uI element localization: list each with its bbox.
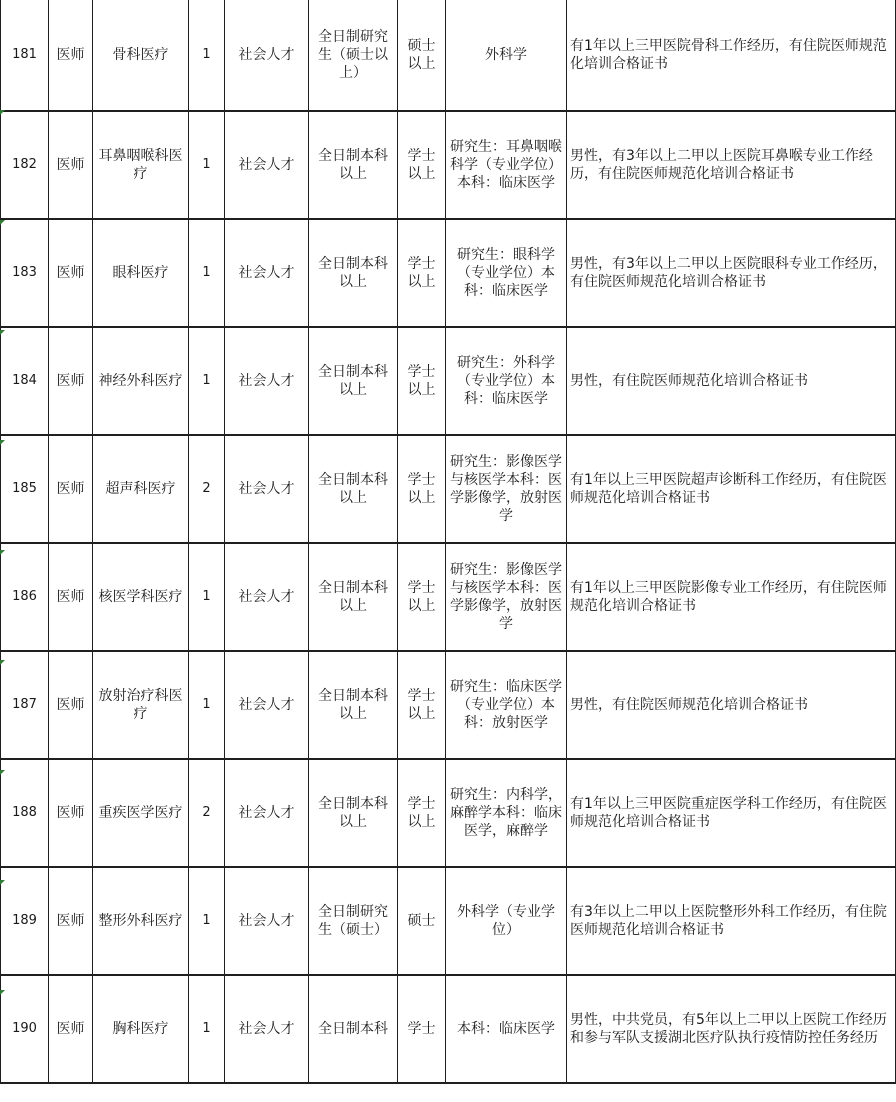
candidate-source: 社会人才 bbox=[225, 0, 309, 111]
hire-count: 1 bbox=[189, 111, 225, 219]
position-type: 医师 bbox=[49, 975, 93, 1083]
position-number: 185 bbox=[1, 435, 49, 543]
major: 研究生：内科学，麻醉学本科：临床医学，麻醉学 bbox=[446, 759, 567, 867]
position-type: 医师 bbox=[49, 435, 93, 543]
candidate-source: 社会人才 bbox=[225, 219, 309, 327]
hire-count: 1 bbox=[189, 0, 225, 111]
degree: 硕士以上 bbox=[398, 0, 446, 111]
education: 全日制研究生（硕士） bbox=[309, 867, 398, 975]
hire-count: 1 bbox=[189, 327, 225, 435]
education: 全日制本科以上 bbox=[309, 111, 398, 219]
position-type: 医师 bbox=[49, 327, 93, 435]
hire-count: 2 bbox=[189, 435, 225, 543]
row-corner-marker bbox=[0, 220, 5, 225]
education: 全日制本科以上 bbox=[309, 543, 398, 651]
table-row bbox=[1, 219, 896, 327]
position-number: 189 bbox=[1, 867, 49, 975]
department: 放射治疗科医疗 bbox=[93, 651, 189, 759]
hire-count: 1 bbox=[189, 219, 225, 327]
degree: 学士以上 bbox=[398, 111, 446, 219]
table-row bbox=[1, 867, 896, 975]
major: 研究生：耳鼻咽喉科学（专业学位）本科：临床医学 bbox=[446, 111, 567, 219]
department: 胸科医疗 bbox=[93, 975, 189, 1083]
department: 眼科医疗 bbox=[93, 219, 189, 327]
row-corner-marker bbox=[0, 440, 5, 445]
table-body bbox=[1, 0, 896, 1083]
row-corner-marker bbox=[0, 330, 5, 335]
degree: 学士 bbox=[398, 975, 446, 1083]
degree: 学士以上 bbox=[398, 543, 446, 651]
table-row bbox=[1, 651, 896, 759]
candidate-source: 社会人才 bbox=[225, 543, 309, 651]
hire-count: 2 bbox=[189, 759, 225, 867]
table-row bbox=[1, 111, 896, 219]
position-type: 医师 bbox=[49, 651, 93, 759]
degree: 硕士 bbox=[398, 867, 446, 975]
department: 重疾医学医疗 bbox=[93, 759, 189, 867]
degree: 学士以上 bbox=[398, 327, 446, 435]
position-number: 187 bbox=[1, 651, 49, 759]
requirements: 有1年以上三甲医院超声诊断科工作经历，有住院医师规范化培训合格证书 bbox=[567, 435, 896, 543]
row-corner-marker bbox=[0, 880, 5, 885]
requirements: 有1年以上三甲医院影像专业工作经历，有住院医师规范化培训合格证书 bbox=[567, 543, 896, 651]
education: 全日制本科以上 bbox=[309, 651, 398, 759]
row-corner-marker bbox=[0, 770, 5, 775]
requirements: 有1年以上三甲医院骨科工作经历，有住院医师规范化培训合格证书 bbox=[567, 0, 896, 111]
hire-count: 1 bbox=[189, 543, 225, 651]
department: 神经外科医疗 bbox=[93, 327, 189, 435]
table-row bbox=[1, 759, 896, 867]
position-number: 183 bbox=[1, 219, 49, 327]
position-number: 184 bbox=[1, 327, 49, 435]
education: 全日制本科以上 bbox=[309, 327, 398, 435]
position-type: 医师 bbox=[49, 759, 93, 867]
education: 全日制研究生（硕士以上） bbox=[309, 0, 398, 111]
major: 研究生：影像医学与核医学本科：医学影像学，放射医学 bbox=[446, 435, 567, 543]
row-corner-marker bbox=[0, 110, 5, 115]
row-corner-marker bbox=[0, 660, 5, 665]
requirements: 有1年以上三甲医院重症医学科工作经历，有住院医师规范化培训合格证书 bbox=[567, 759, 896, 867]
hire-count: 1 bbox=[189, 975, 225, 1083]
department: 耳鼻咽喉科医疗 bbox=[93, 111, 189, 219]
candidate-source: 社会人才 bbox=[225, 975, 309, 1083]
position-number: 188 bbox=[1, 759, 49, 867]
major: 研究生：眼科学（专业学位）本科：临床医学 bbox=[446, 219, 567, 327]
education: 全日制本科以上 bbox=[309, 759, 398, 867]
candidate-source: 社会人才 bbox=[225, 867, 309, 975]
department: 核医学科医疗 bbox=[93, 543, 189, 651]
department: 超声科医疗 bbox=[93, 435, 189, 543]
requirements: 男性，中共党员，有5年以上二甲以上医院工作经历和参与军队支援湖北医疗队执行疫情防控任务经历 bbox=[567, 975, 896, 1083]
table-row bbox=[1, 975, 896, 1083]
candidate-source: 社会人才 bbox=[225, 651, 309, 759]
requirements: 有3年以上二甲以上医院整形外科工作经历，有住院医师规范化培训合格证书 bbox=[567, 867, 896, 975]
position-type: 医师 bbox=[49, 543, 93, 651]
degree: 学士以上 bbox=[398, 651, 446, 759]
position-type: 医师 bbox=[49, 867, 93, 975]
candidate-source: 社会人才 bbox=[225, 327, 309, 435]
candidate-source: 社会人才 bbox=[225, 435, 309, 543]
table-row bbox=[1, 435, 896, 543]
hire-count: 1 bbox=[189, 651, 225, 759]
requirements: 男性，有3年以上二甲以上医院耳鼻喉专业工作经历，有住院医师规范化培训合格证书 bbox=[567, 111, 896, 219]
education: 全日制本科以上 bbox=[309, 219, 398, 327]
position-number: 181 bbox=[1, 0, 49, 111]
position-type: 医师 bbox=[49, 111, 93, 219]
table-row bbox=[1, 543, 896, 651]
degree: 学士以上 bbox=[398, 219, 446, 327]
degree: 学士以上 bbox=[398, 435, 446, 543]
table-row bbox=[1, 327, 896, 435]
requirements: 男性，有住院医师规范化培训合格证书 bbox=[567, 651, 896, 759]
requirements: 男性，有3年以上二甲以上医院眼科专业工作经历，有住院医师规范化培训合格证书 bbox=[567, 219, 896, 327]
candidate-source: 社会人才 bbox=[225, 759, 309, 867]
major: 研究生：外科学（专业学位）本科：临床医学 bbox=[446, 327, 567, 435]
hire-count: 1 bbox=[189, 867, 225, 975]
candidate-source: 社会人才 bbox=[225, 111, 309, 219]
position-type: 医师 bbox=[49, 0, 93, 111]
department: 骨科医疗 bbox=[93, 0, 189, 111]
table-row bbox=[1, 0, 896, 111]
position-number: 190 bbox=[1, 975, 49, 1083]
major: 研究生：临床医学（专业学位）本科：放射医学 bbox=[446, 651, 567, 759]
requirements: 男性，有住院医师规范化培训合格证书 bbox=[567, 327, 896, 435]
education: 全日制本科以上 bbox=[309, 435, 398, 543]
row-corner-marker bbox=[0, 990, 5, 995]
position-number: 186 bbox=[1, 543, 49, 651]
major: 本科：临床医学 bbox=[446, 975, 567, 1083]
position-number: 182 bbox=[1, 111, 49, 219]
major: 外科学 bbox=[446, 0, 567, 111]
degree: 学士以上 bbox=[398, 759, 446, 867]
education: 全日制本科 bbox=[309, 975, 398, 1083]
department: 整形外科医疗 bbox=[93, 867, 189, 975]
row-corner-marker bbox=[0, 550, 5, 555]
major: 外科学（专业学位） bbox=[446, 867, 567, 975]
position-type: 医师 bbox=[49, 219, 93, 327]
major: 研究生：影像医学与核医学本科：医学影像学，放射医学 bbox=[446, 543, 567, 651]
